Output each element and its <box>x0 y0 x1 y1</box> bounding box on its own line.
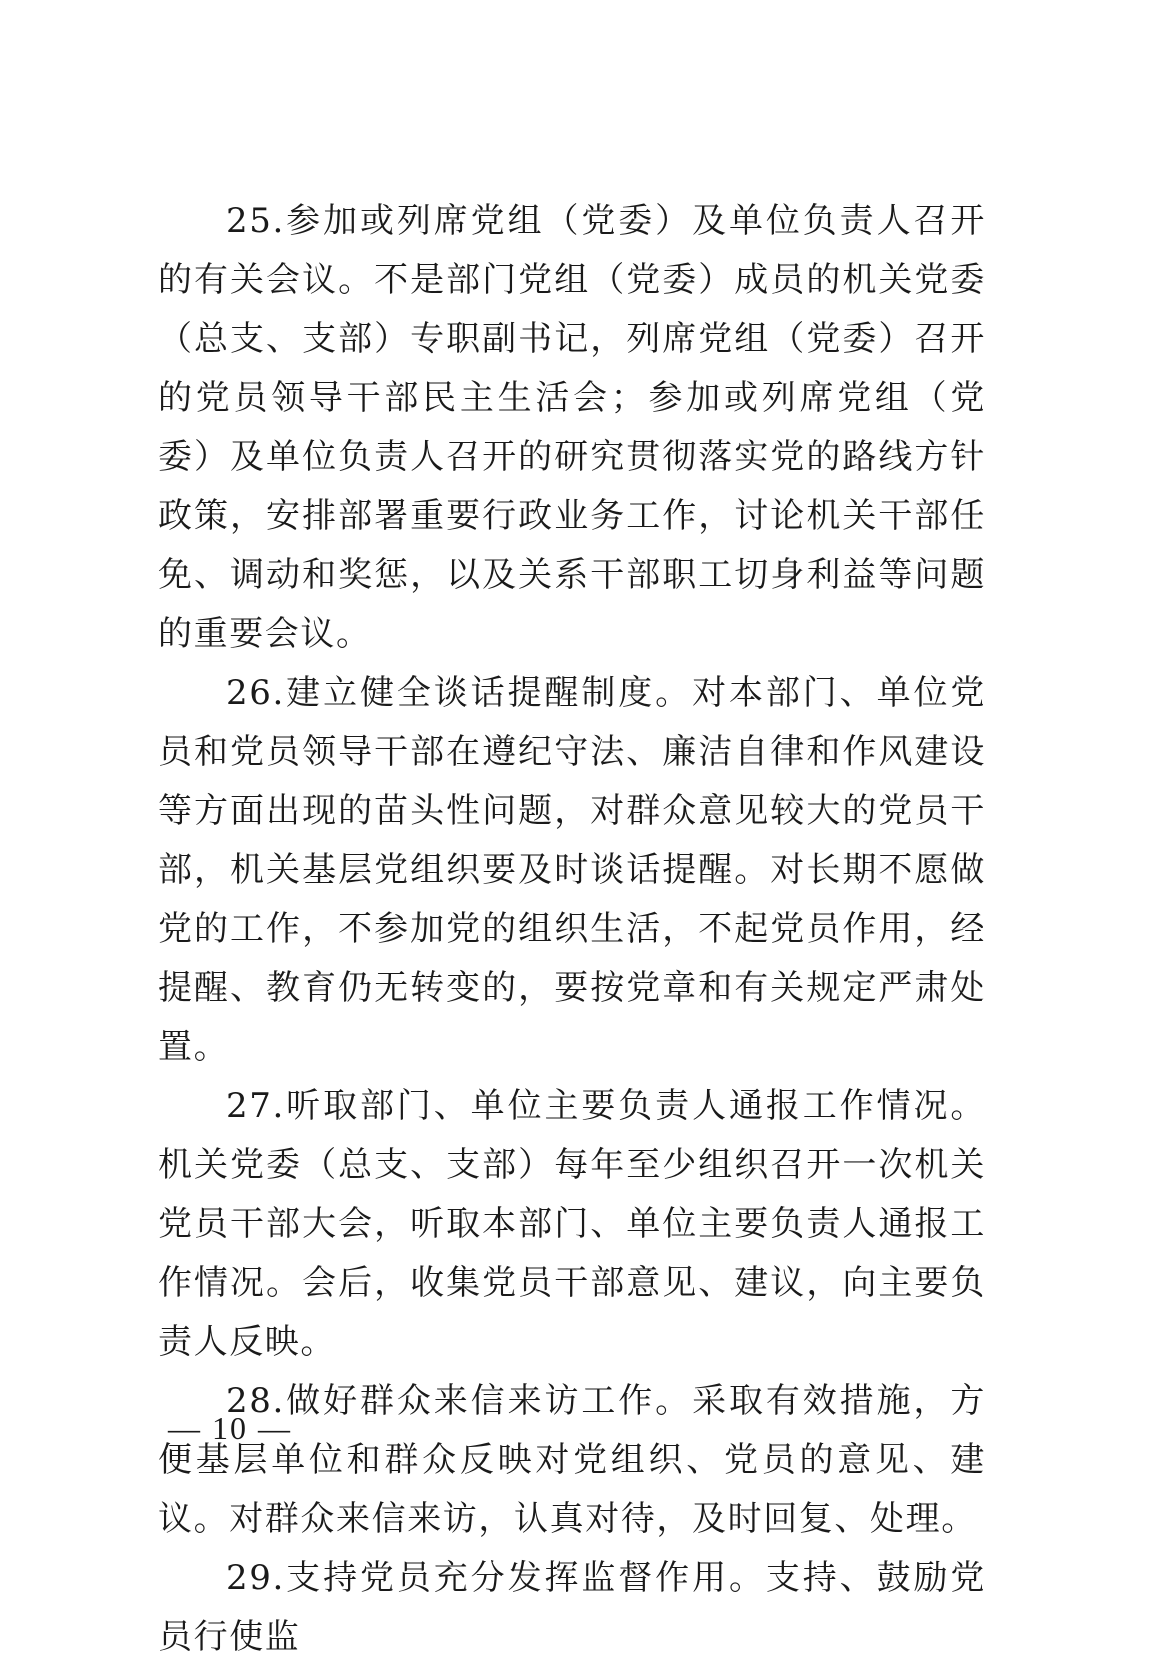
page-number: — 10 — <box>168 1410 292 1446</box>
paragraph-28: 28.做好群众来信来访工作。采取有效措施，方便基层单位和群众反映对党组织、党员的意见、建议。对群众来信来访，认真对待，及时回复、处理。 <box>158 1381 986 1539</box>
paragraph-27: 27.听取部门、单位主要负责人通报工作情况。机关党委（总支、支部）每年至少组织召开一次机关党员干部大会，听取本部门、单位主要负责人通报工作情况。会后，收集党员干部意见、建议，向主要负责人反映。 <box>158 1086 986 1362</box>
paragraph-26: 26.建立健全谈话提醒制度。对本部门、单位党员和党员领导干部在遵纪守法、廉洁自律和作风建设等方面出现的苗头性问题，对群众意见较大的党员干部，机关基层党组织要及时谈话提醒。对长期不愿做党的工作，不参加党的组织生活，不起党员作用，经提醒、教育仍无转变的，要按党章和有关规定严肃处置。 <box>158 673 986 1067</box>
paragraph-29: 29.支持党员充分发挥监督作用。支持、鼓励党员行使监 <box>158 1558 986 1657</box>
paragraph-25: 25.参加或列席党组（党委）及单位负责人召开的有关会议。不是部门党组（党委）成员的机关党委（总支、支部）专职副书记，列席党组（党委）召开的党员领导干部民主生活会；参加或列席党组（党委）及单位负责人召开的研究贯彻落实党的路线方针政策，安排部署重要行政业务工作，讨论机关干部任免、调动和奖惩，以及关系干部职工切身利益等问题的重要会议。 <box>158 201 986 654</box>
